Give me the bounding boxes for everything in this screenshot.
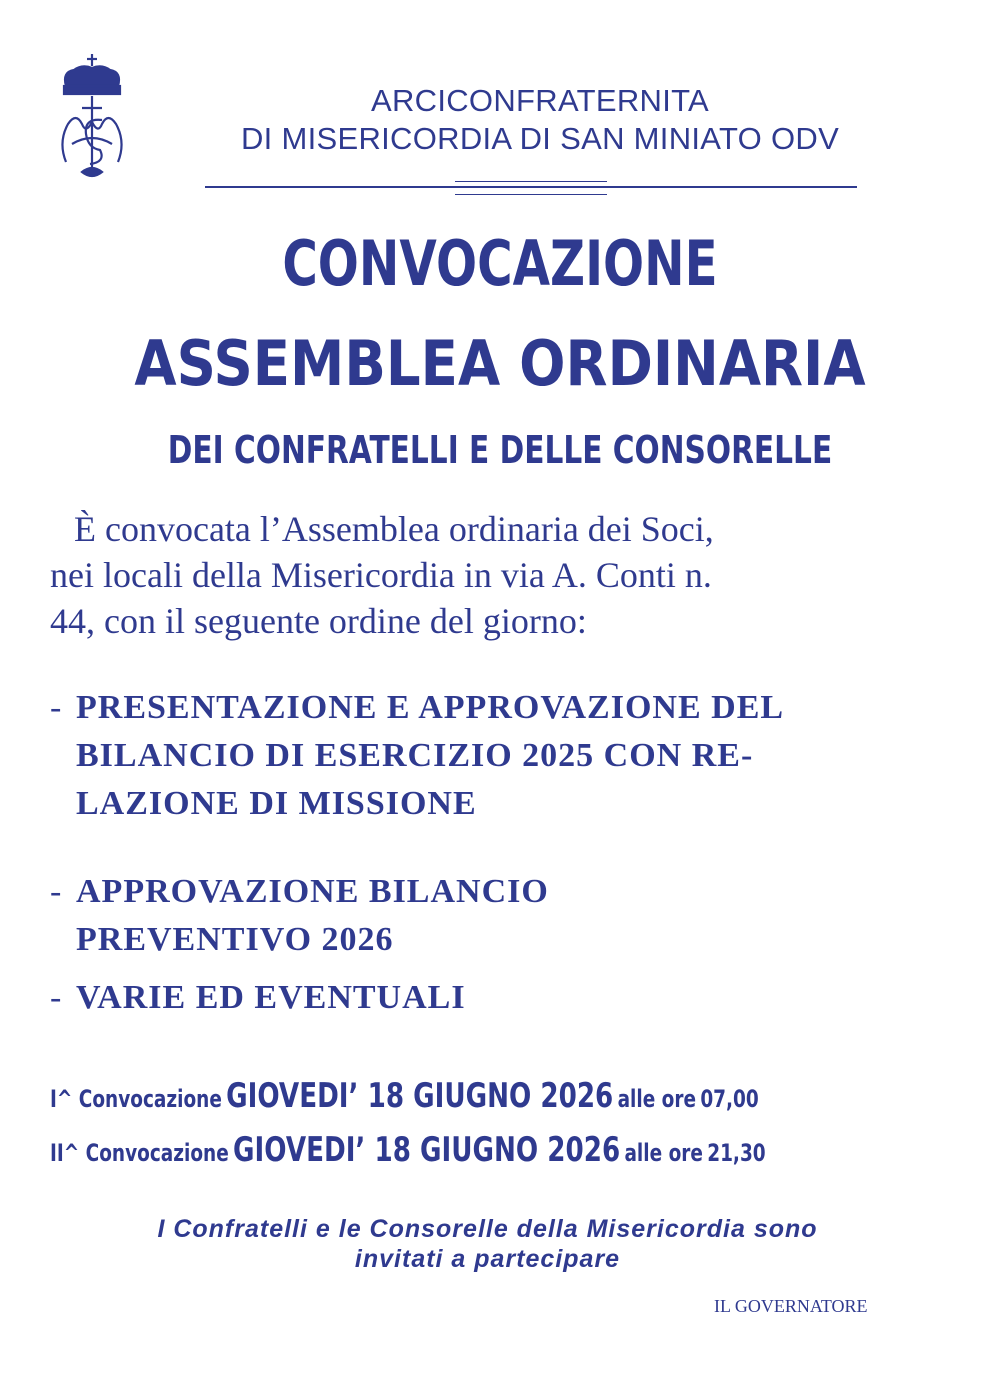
agenda-item2-line1: APPROVAZIONE BILANCIO — [76, 873, 549, 910]
bullet-dash: - — [50, 979, 63, 1016]
convocation-label: I^ Convocazione — [50, 1085, 222, 1113]
organization-name-line1: ARCICONFRATERNITA — [370, 83, 710, 118]
invitation-line1: I Confratelli e le Consorelle della Misericordia sono — [157, 1215, 818, 1243]
convocation-time: 21,30 — [707, 1139, 766, 1167]
invitation-text — [0, 1214, 975, 1274]
title-line1: CONVOCAZIONE — [282, 227, 718, 300]
first-convocation — [50, 1076, 759, 1116]
agenda-item — [50, 974, 466, 1022]
second-convocation — [50, 1130, 766, 1170]
convocation-date: GIOVEDI’ 18 GIUGNO 2026 — [226, 1076, 614, 1116]
intro-paragraph — [50, 506, 955, 644]
intro-line3: 44, con il seguente ordine del giorno: — [50, 601, 587, 641]
convocation-time-prefix: alle ore — [617, 1085, 697, 1113]
title-line2: ASSEMBLEA ORDINARIA — [134, 327, 866, 400]
intro-line1: È convocata l’Assemblea ordinaria dei Soci, — [74, 509, 714, 549]
agenda-item1-line3: LAZIONE DI MISSIONE — [76, 785, 477, 822]
crowned-monogram-emblem-icon — [52, 52, 132, 182]
agenda-item1-line1: PRESENTAZIONE E APPROVAZIONE DEL — [76, 689, 785, 726]
intro-line2: nei locali della Misericordia in via A. Conti n. — [50, 555, 712, 595]
agenda-item — [50, 684, 784, 828]
convocation-time-prefix: alle ore — [624, 1139, 703, 1167]
organization-name-line2: DI MISERICORDIA DI SAN MINIATO ODV — [240, 121, 840, 156]
header-divider-ornament — [455, 181, 607, 195]
convocation-date: GIOVEDI’ 18 GIUGNO 2026 — [233, 1130, 621, 1170]
invitation-line2: invitati a partecipare — [354, 1245, 621, 1273]
subtitle: DEI CONFRATELLI E DELLE CONSORELLE — [167, 428, 833, 472]
convocation-label: II^ Convocazione — [50, 1139, 229, 1167]
organization-name — [140, 82, 940, 158]
agenda-item — [50, 868, 549, 964]
agenda-item3-line1: VARIE ED EVENTUALI — [76, 979, 466, 1016]
agenda-item1-line2: BILANCIO DI ESERCIZIO 2025 CON RE- — [76, 737, 754, 774]
agenda-item2-line2: PREVENTIVO 2026 — [76, 921, 394, 958]
convocation-time: 07,00 — [700, 1085, 759, 1113]
signature: IL GOVERNATORE — [714, 1296, 868, 1316]
bullet-dash: - — [50, 689, 63, 726]
bullet-dash: - — [50, 873, 63, 910]
